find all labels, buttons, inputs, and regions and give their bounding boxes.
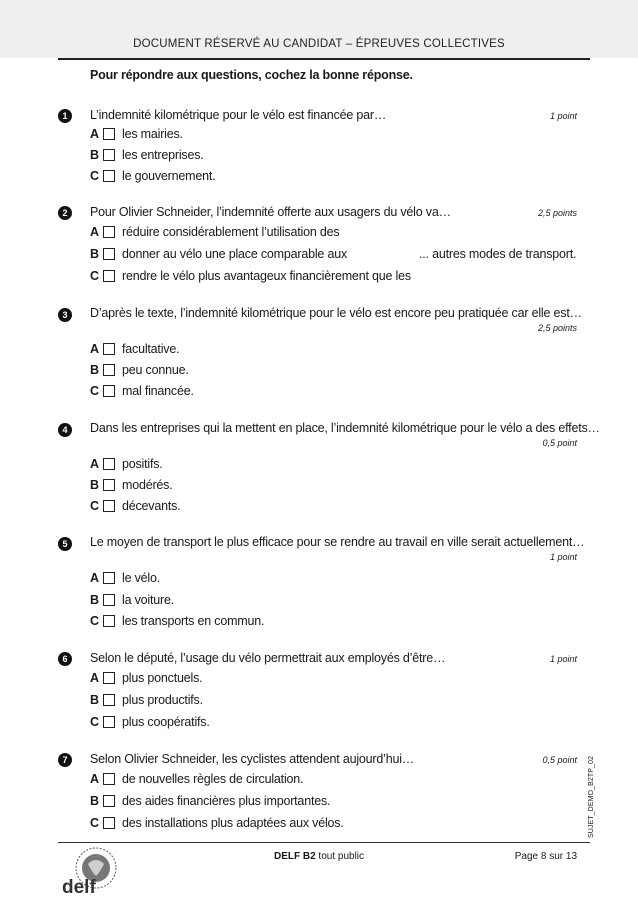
question-points: 2,5 points — [537, 323, 577, 333]
question-text: L’indemnité kilométrique pour le vélo est financée par… — [90, 108, 387, 122]
question-points: 1 point — [549, 654, 577, 664]
option-letter: C — [90, 269, 99, 283]
option-text: le vélo. — [122, 571, 161, 585]
option-a[interactable] — [90, 126, 183, 142]
question-number-badge: 3 — [58, 308, 72, 322]
option-letter: C — [90, 715, 99, 729]
answer-checkbox[interactable] — [103, 572, 115, 584]
option-text: réduire considérablement l’utilisation des — [122, 225, 340, 239]
answer-checkbox[interactable] — [103, 817, 115, 829]
option-text: des installations plus adaptées aux vélos. — [122, 816, 344, 830]
option-text: mal financée. — [122, 384, 194, 398]
option-text: rendre le vélo plus avantageux financièrement que les — [122, 269, 411, 283]
option-letter: B — [90, 363, 99, 377]
answer-checkbox[interactable] — [103, 694, 115, 706]
option-text: la voiture. — [122, 593, 174, 607]
option-text: des aides financières plus importantes. — [122, 794, 331, 808]
exam-level: DELF B2 — [273, 851, 316, 862]
option-c[interactable] — [90, 613, 264, 629]
option-text: modérés. — [122, 478, 173, 492]
option-letter: A — [90, 571, 99, 585]
option-letter: A — [90, 342, 99, 356]
exam-audience: tout public — [318, 851, 365, 862]
option-c[interactable] — [90, 268, 411, 284]
question-number-badge: 2 — [58, 206, 72, 220]
option-letter: B — [90, 478, 99, 492]
question-text: Pour Olivier Schneider, l’indemnité offerte aux usagers du vélo va… — [90, 205, 451, 219]
option-text: le gouvernement. — [122, 169, 216, 183]
answer-checkbox[interactable] — [103, 458, 115, 470]
option-letter: A — [90, 457, 99, 471]
answer-checkbox[interactable] — [103, 672, 115, 684]
answer-checkbox[interactable] — [103, 773, 115, 785]
instructions: Pour répondre aux questions, cochez la bonne réponse. — [90, 68, 413, 82]
option-text: facultative. — [122, 342, 180, 356]
option-letter: C — [90, 816, 99, 830]
question-text: D’après le texte, l’indemnité kilométrique pour le vélo est encore peu pratiquée car elle est… — [90, 306, 582, 320]
option-b[interactable] — [90, 592, 174, 608]
question-points: 1 point — [549, 111, 577, 121]
option-a[interactable] — [90, 570, 160, 586]
option-a[interactable] — [90, 341, 179, 357]
question-number-badge: 5 — [58, 537, 72, 551]
option-a[interactable] — [90, 670, 202, 686]
option-b[interactable] — [90, 246, 576, 262]
answer-checkbox[interactable] — [103, 270, 115, 282]
option-letter: A — [90, 225, 99, 239]
option-c[interactable] — [90, 383, 194, 399]
option-text: décevants. — [122, 499, 181, 513]
page-number: Page 8 sur 13 — [514, 851, 577, 862]
question-text: Le moyen de transport le plus efficace pour se rendre au travail en ville serait actuellement… — [90, 535, 585, 549]
option-letter: A — [90, 772, 99, 786]
question-points: 1 point — [549, 552, 577, 562]
option-text-continuation: ... autres modes de transport. — [419, 247, 577, 261]
answer-checkbox[interactable] — [103, 385, 115, 397]
option-letter: B — [90, 247, 99, 261]
option-b[interactable] — [90, 692, 203, 708]
answer-checkbox[interactable] — [103, 594, 115, 606]
option-c[interactable] — [90, 168, 215, 184]
option-c[interactable] — [90, 498, 180, 514]
option-c[interactable] — [90, 815, 344, 831]
question-text: Dans les entreprises qui la mettent en place, l’indemnité kilométrique pour le vélo a des effets… — [90, 421, 600, 435]
option-b[interactable] — [90, 147, 204, 163]
option-letter: A — [90, 127, 99, 141]
answer-checkbox[interactable] — [103, 716, 115, 728]
answer-checkbox[interactable] — [103, 248, 115, 260]
option-c[interactable] — [90, 714, 210, 730]
option-letter: B — [90, 693, 99, 707]
option-text: les mairies. — [122, 127, 183, 141]
option-text: les entreprises. — [122, 148, 204, 162]
question-number-badge: 1 — [58, 109, 72, 123]
option-text: plus productifs. — [122, 693, 203, 707]
option-b[interactable] — [90, 362, 189, 378]
option-b[interactable] — [90, 793, 330, 809]
footer-divider — [58, 842, 590, 843]
answer-checkbox[interactable] — [103, 364, 115, 376]
question-text: Selon Olivier Schneider, les cyclistes attendent aujourd’hui… — [90, 752, 415, 766]
option-text: positifs. — [122, 457, 163, 471]
delf-logo-text: delf — [62, 877, 96, 898]
answer-checkbox[interactable] — [103, 500, 115, 512]
document-code: SUJET_DEMO_B2TP_02 — [588, 756, 595, 838]
question-number-badge: 4 — [58, 423, 72, 437]
option-text: plus coopératifs. — [122, 715, 210, 729]
question-number-badge: 6 — [58, 652, 72, 666]
answer-checkbox[interactable] — [103, 149, 115, 161]
option-letter: B — [90, 593, 99, 607]
option-text: les transports en commun. — [122, 614, 265, 628]
question-text: Selon le député, l’usage du vélo permettrait aux employés d’être… — [90, 651, 446, 665]
header-divider — [58, 58, 590, 60]
option-letter: A — [90, 671, 99, 685]
option-text: peu connue. — [122, 363, 189, 377]
option-letter: B — [90, 148, 99, 162]
option-letter: C — [90, 384, 99, 398]
answer-checkbox[interactable] — [103, 226, 115, 238]
page-header-title: DOCUMENT RÉSERVÉ AU CANDIDAT – ÉPREUVES COLLECTIVES — [133, 38, 505, 50]
question-points: 2,5 points — [537, 208, 577, 218]
answer-checkbox[interactable] — [103, 343, 115, 355]
option-letter: C — [90, 614, 99, 628]
answer-checkbox[interactable] — [103, 128, 115, 140]
answer-checkbox[interactable] — [103, 479, 115, 491]
answer-checkbox[interactable] — [103, 795, 115, 807]
option-text: de nouvelles règles de circulation. — [122, 772, 304, 786]
option-text: plus ponctuels. — [122, 671, 203, 685]
option-b[interactable] — [90, 477, 173, 493]
option-a[interactable] — [90, 456, 163, 472]
answer-checkbox[interactable] — [103, 615, 115, 627]
option-text: donner au vélo une place comparable aux — [122, 247, 348, 261]
option-a[interactable] — [90, 771, 303, 787]
question-number-badge: 7 — [58, 753, 72, 767]
option-a[interactable] — [90, 224, 339, 240]
option-letter: C — [90, 499, 99, 513]
option-letter: B — [90, 794, 99, 808]
question-points: 0,5 point — [542, 755, 577, 765]
answer-checkbox[interactable] — [103, 170, 115, 182]
question-points: 0,5 point — [542, 438, 577, 448]
option-letter: C — [90, 169, 99, 183]
